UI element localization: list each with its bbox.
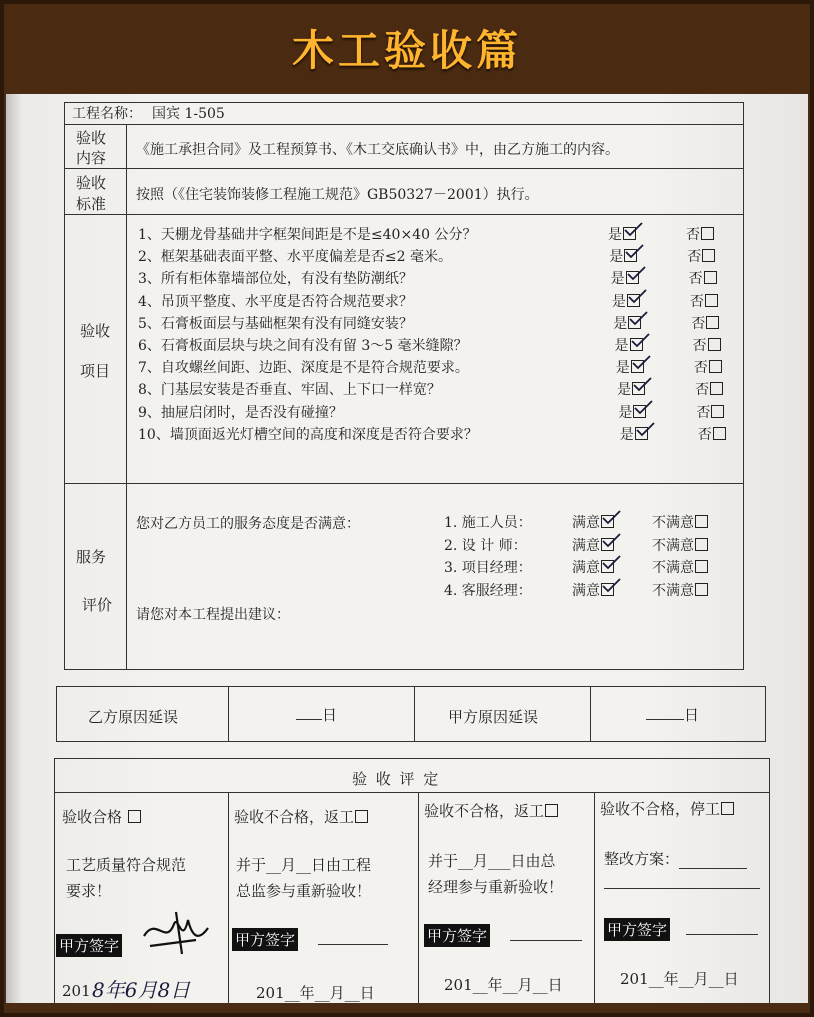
pass-checkbox[interactable]: 验收合格 <box>62 806 141 827</box>
yes-checkbox[interactable]: 是 <box>609 246 637 266</box>
no-checkbox[interactable]: 否 <box>695 379 723 399</box>
staff-label: 4. 客服经理： <box>444 582 532 599</box>
rectification-plan-line[interactable] <box>604 872 760 889</box>
rework-note-1a: 并于__月__日由工程 <box>236 856 372 874</box>
service-question: 您对乙方员工的服务态度是否满意： <box>136 516 360 532</box>
rework-note-1b: 总监参与重新验收！ <box>236 882 372 900</box>
yes-checkbox[interactable]: 是 <box>615 335 643 355</box>
rework-checkbox-2[interactable]: 验收不合格，返工 <box>424 800 558 821</box>
staff-label: 2. 设 计 师： <box>444 537 527 554</box>
rework-signature-label-1: 甲方签字 <box>232 928 298 951</box>
evaluation-title: 验 收 评 定 <box>352 770 441 788</box>
no-checkbox[interactable]: 否 <box>687 246 715 266</box>
yes-checkbox[interactable]: 是 <box>612 291 640 311</box>
party-b-delay-field[interactable]: 日 <box>296 704 337 725</box>
no-checkbox[interactable]: 否 <box>691 313 719 333</box>
pass-signature-label: 甲方签字 <box>56 934 122 957</box>
stop-work-signature-field[interactable] <box>686 918 758 935</box>
yes-checkbox[interactable]: 是 <box>618 402 646 422</box>
yes-checkbox[interactable]: 是 <box>617 379 645 399</box>
standard-label-2: 标准 <box>76 195 107 213</box>
yes-checkbox[interactable]: 是 <box>611 268 639 288</box>
rework-note-2b: 经理参与重新验收！ <box>428 878 564 896</box>
party-b-delay-label: 乙方原因延误 <box>88 708 179 726</box>
paper-shadow <box>6 94 22 1003</box>
satisfied-checkbox[interactable]: 满意 <box>572 512 614 532</box>
inspection-item-text: 7、自攻螺丝间距、边距、深度是不是符合规范要求。 <box>138 360 469 377</box>
satisfied-checkbox[interactable]: 满意 <box>572 557 614 577</box>
banner-title: 木工验收篇 <box>291 26 522 75</box>
no-checkbox[interactable]: 否 <box>686 224 714 244</box>
rework-date-2: 201__年__月__日 <box>444 976 563 994</box>
pass-note-2: 要求！ <box>66 882 112 900</box>
label-column-divider <box>126 124 127 670</box>
unsatisfied-checkbox[interactable]: 不满意 <box>652 580 708 600</box>
title-banner <box>4 4 810 92</box>
yes-checkbox[interactable]: 是 <box>608 224 636 244</box>
satisfied-checkbox[interactable]: 满意 <box>572 580 614 600</box>
party-a-delay-label: 甲方原因延误 <box>448 708 539 726</box>
stop-work-date: 201__年__月__日 <box>620 970 739 988</box>
standard-text: 按照（《住宅装饰装修工程施工规范》GB50327－2001）执行。 <box>136 187 539 203</box>
rework-checkbox-1[interactable]: 验收不合格，返工 <box>234 806 368 827</box>
inspection-item-text: 10、墙顶面返光灯槽空间的高度和深度是否符合要求？ <box>138 426 478 443</box>
content-label-2: 内容 <box>76 149 107 167</box>
inspection-item-text: 6、石膏板面层块与块之间有没有留 3～5 毫米缝隙？ <box>138 338 468 354</box>
no-checkbox[interactable]: 否 <box>696 402 724 422</box>
suggestion-prompt: 请您对本工程提出建议： <box>136 607 290 623</box>
service-label-1: 服务 <box>76 548 107 566</box>
content-label-1: 验收 <box>76 129 107 147</box>
party-a-delay-field[interactable]: 日 <box>646 704 699 725</box>
rework-signature-field-2[interactable] <box>510 924 582 941</box>
items-label-2: 项目 <box>80 362 111 380</box>
yes-checkbox[interactable]: 是 <box>616 357 644 377</box>
rework-signature-field-1[interactable] <box>318 928 388 945</box>
rework-date-1: 201__年__月__日 <box>256 984 375 1002</box>
unsatisfied-checkbox[interactable]: 不满意 <box>652 512 708 532</box>
service-label-2: 评价 <box>82 596 113 614</box>
project-name-value: 国宾 1-505 <box>152 106 225 122</box>
pass-date-prefix: 201 <box>62 982 91 1000</box>
yes-checkbox[interactable]: 是 <box>613 313 641 333</box>
inspection-item-text: 9、抽屉启闭时，是否没有碰撞？ <box>138 404 343 421</box>
inspection-item-text: 5、石膏板面层与基础框架有没有同缝安装？ <box>138 315 413 332</box>
unsatisfied-checkbox[interactable]: 不满意 <box>652 535 708 555</box>
project-name-label: 工程名称： <box>72 106 142 122</box>
satisfied-checkbox[interactable]: 满意 <box>572 535 614 555</box>
yes-checkbox[interactable]: 是 <box>620 424 648 444</box>
inspection-item-text: 4、吊顶平整度、水平度是否符合规范要求？ <box>138 293 413 310</box>
no-checkbox[interactable]: 否 <box>694 357 722 377</box>
pass-note-1: 工艺质量符合规范 <box>66 856 187 874</box>
stop-work-checkbox[interactable]: 验收不合格，停工 <box>600 798 734 819</box>
inspection-item-text: 8、门基层安装是否垂直、牢固、上下口一样宽？ <box>138 382 441 399</box>
handwritten-signature <box>136 906 216 958</box>
no-checkbox[interactable]: 否 <box>698 424 726 444</box>
staff-label: 1. 施工人员： <box>444 515 532 531</box>
acceptance-form-sheet <box>6 94 808 1003</box>
rework-note-2a: 并于__月___日由总 <box>428 852 556 870</box>
inspection-item-text: 1、天棚龙骨基础井字框架间距是不是≤40×40 公分？ <box>138 227 477 243</box>
rework-signature-label-2: 甲方签字 <box>424 924 490 947</box>
no-checkbox[interactable]: 否 <box>690 291 718 311</box>
no-checkbox[interactable]: 否 <box>689 268 717 288</box>
stop-work-signature-label: 甲方签字 <box>604 918 670 941</box>
content-text: 《施工承担合同》及工程预算书、《木工交底确认书》中，由乙方施工的内容。 <box>136 142 619 158</box>
inspection-item-text: 2、框架基础表面平整、水平度偏差是否≤2 毫米。 <box>138 249 452 266</box>
pass-date-handwritten: 8年6月8日 <box>92 978 191 1002</box>
staff-label: 3. 项目经理： <box>444 560 532 576</box>
no-checkbox[interactable]: 否 <box>693 335 721 355</box>
unsatisfied-checkbox[interactable]: 不满意 <box>652 557 708 577</box>
rectification-plan-label: 整改方案： <box>604 848 747 869</box>
items-label-1: 验收 <box>80 322 111 340</box>
standard-label-1: 验收 <box>76 174 107 192</box>
inspection-item-text: 3、所有柜体靠墙部位处，有没有垫防潮纸？ <box>138 271 413 288</box>
